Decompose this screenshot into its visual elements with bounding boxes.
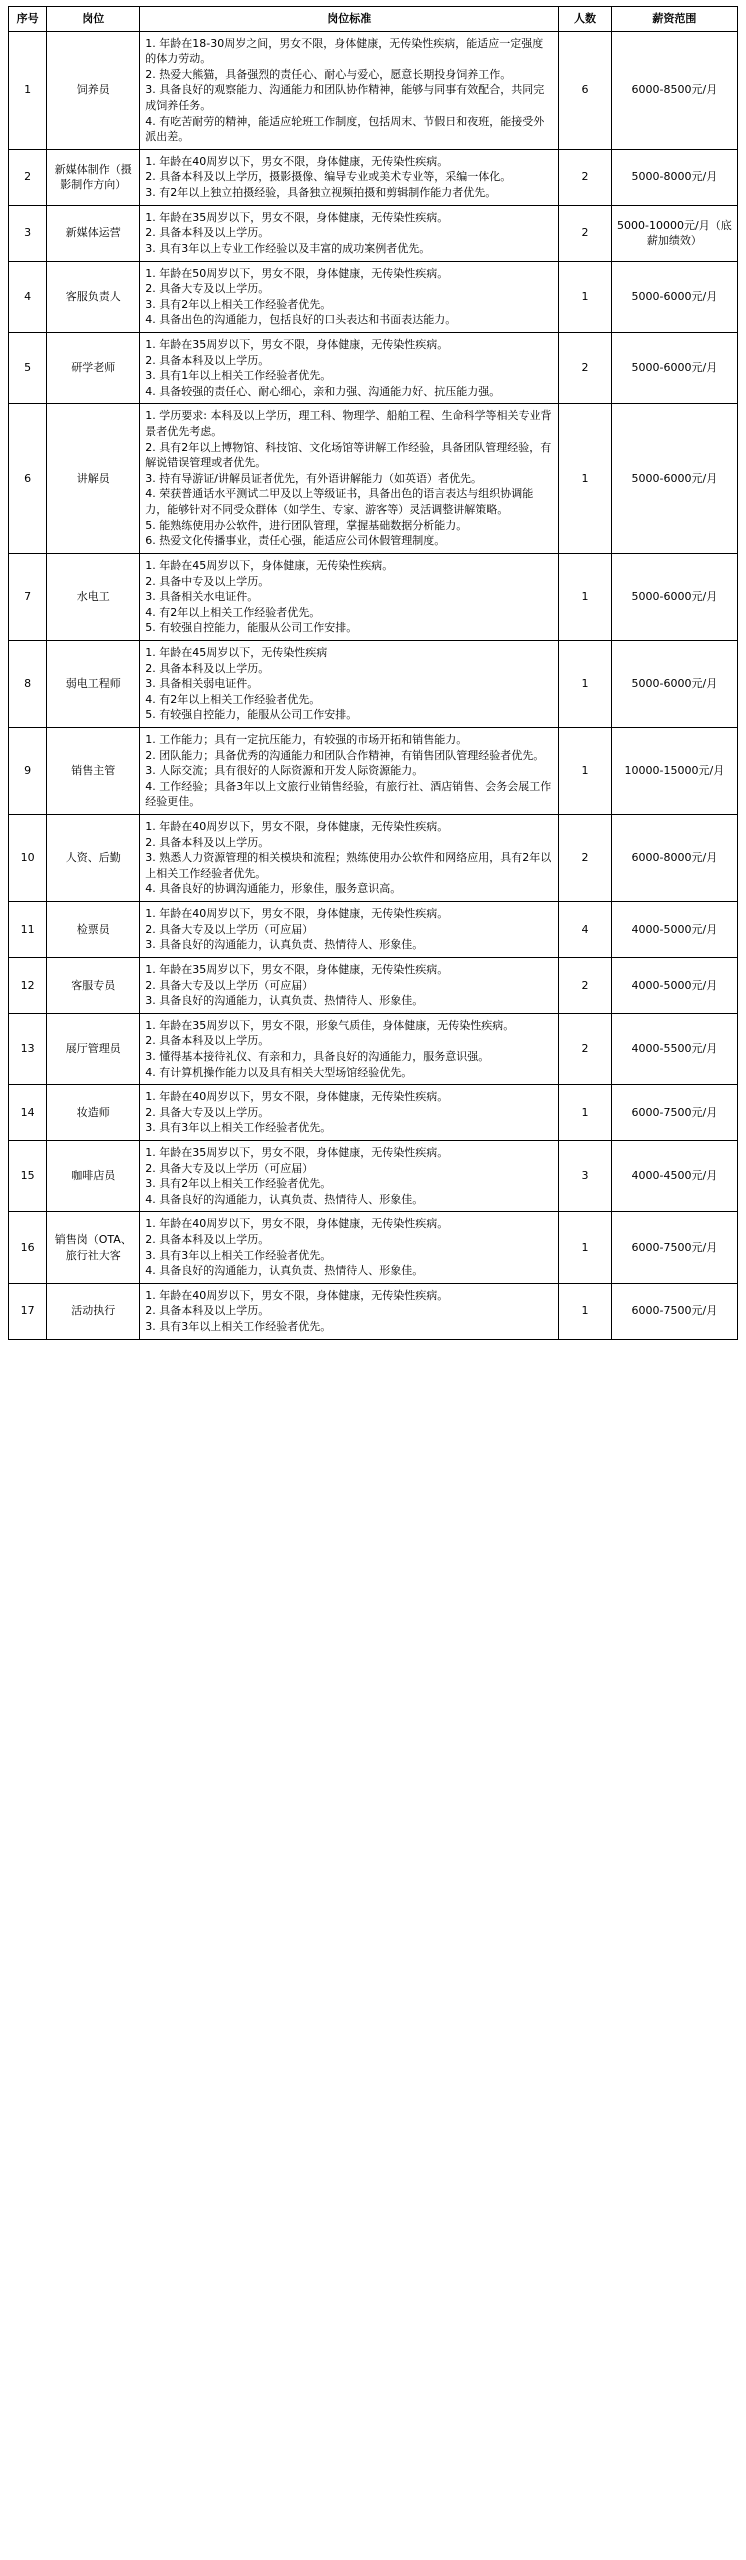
standard-line: 4. 具备较强的责任心、耐心细心，亲和力强、沟通能力好、抗压能力强。 bbox=[145, 384, 501, 398]
standard-line: 4. 具备良好的协调沟通能力，形象佳，服务意识高。 bbox=[145, 882, 402, 896]
table-row bbox=[9, 1283, 738, 1339]
standard-line: 2. 具备大专及以上学历。 bbox=[145, 1105, 270, 1119]
row-index: 2 bbox=[9, 149, 47, 205]
row-headcount: 1 bbox=[559, 553, 612, 640]
standard-line: 3. 熟悉人力资源管理的相关模块和流程；熟练使用办公软件和网络应用，具有2年以上相关工作经验者优先。 bbox=[145, 851, 552, 880]
row-job-title: 人资、后勤 bbox=[47, 815, 140, 902]
row-job-title: 水电工 bbox=[47, 553, 140, 640]
row-salary-range: 5000-6000元/月 bbox=[611, 553, 737, 640]
row-job-standard bbox=[140, 205, 559, 261]
row-index: 12 bbox=[9, 957, 47, 1013]
standard-line: 4. 有计算机操作能力以及具有相关大型场馆经验优先。 bbox=[145, 1065, 413, 1079]
row-index: 10 bbox=[9, 815, 47, 902]
row-index: 6 bbox=[9, 404, 47, 553]
row-salary-range: 4000-5500元/月 bbox=[611, 1013, 737, 1084]
table-header-row bbox=[9, 7, 738, 32]
standard-line: 4. 荣获普通话水平测试二甲及以上等级证书，具备出色的语言表达与组织协调能力，能够针对不同受众群体（如学生、专家、游客等）灵活调整讲解策略。 bbox=[145, 487, 534, 517]
standard-line: 1. 年龄在35周岁以下，男女不限，身体健康，无传染性疾病。 bbox=[145, 337, 449, 351]
standard-line: 4. 有吃苦耐劳的精神，能适应轮班工作制度，包括周末、节假日和夜班，能接受外派出差。 bbox=[145, 114, 545, 144]
row-job-title: 新媒体制作（摄影制作方向） bbox=[47, 149, 140, 205]
standard-line: 3. 具备相关弱电证件。 bbox=[145, 677, 259, 691]
standard-line: 1. 年龄在40周岁以下，男女不限，身体健康，无传染性疾病。 bbox=[145, 820, 449, 834]
table-row bbox=[9, 1013, 738, 1084]
standard-line: 1. 学历要求: 本科及以上学历，理工科、物理学、船舶工程、生命科学等相关专业背景者优先考虑。 bbox=[145, 409, 552, 439]
standard-line: 1. 年龄在35周岁以下，男女不限，身体健康，无传染性疾病。 bbox=[145, 210, 449, 224]
standard-line: 1. 年龄在35周岁以下，男女不限，身体健康，无传染性疾病。 bbox=[145, 1146, 449, 1159]
row-job-title: 弱电工程师 bbox=[47, 640, 140, 727]
row-job-standard bbox=[140, 902, 559, 958]
row-job-title: 客服专员 bbox=[47, 957, 140, 1013]
row-job-title: 销售岗（OTA、旅行社大客 bbox=[47, 1212, 140, 1283]
row-job-standard bbox=[140, 727, 559, 814]
standard-line: 1. 年龄在40周岁以下，男女不限，身体健康，无传染性疾病。 bbox=[145, 907, 449, 921]
row-job-standard bbox=[140, 553, 559, 640]
row-job-standard bbox=[140, 31, 559, 149]
standard-line: 4. 具备出色的沟通能力，包括良好的口头表达和书面表达能力。 bbox=[145, 313, 457, 327]
table-row bbox=[9, 261, 738, 332]
table-row bbox=[9, 1085, 738, 1141]
job-requirements-table bbox=[8, 6, 738, 1340]
standard-line: 2. 具有2年以上博物馆、科技馆、文化场馆等讲解工作经验，具备团队管理经验，有解说错误管理或者优先。 bbox=[145, 440, 552, 470]
standard-line: 2. 具备本科及以上学历。 bbox=[145, 835, 270, 849]
row-headcount: 2 bbox=[559, 149, 612, 205]
standard-line: 2. 具备大专及以上学历（可应届） bbox=[145, 922, 314, 936]
row-index: 14 bbox=[9, 1085, 47, 1141]
table-row bbox=[9, 553, 738, 640]
table-row bbox=[9, 1212, 738, 1283]
standard-line: 2. 具备中专及以上学历。 bbox=[145, 574, 270, 588]
row-headcount: 4 bbox=[559, 902, 612, 958]
row-index: 15 bbox=[9, 1141, 47, 1212]
row-job-title: 饲养员 bbox=[47, 31, 140, 149]
standard-line: 3. 具有3年以上专业工作经验以及丰富的成功案例者优先。 bbox=[145, 241, 431, 255]
row-headcount: 1 bbox=[559, 727, 612, 814]
standard-line: 3. 持有导游证/讲解员证者优先，有外语讲解能力（如英语）者优先。 bbox=[145, 471, 482, 485]
row-salary-range: 6000-7500元/月 bbox=[611, 1085, 737, 1141]
row-salary-range: 10000-15000元/月 bbox=[611, 727, 737, 814]
standard-line: 3. 具备良好的沟通能力，认真负责、热情待人、形象佳。 bbox=[145, 994, 424, 1008]
row-headcount: 1 bbox=[559, 1085, 612, 1141]
standard-line: 2. 具备本科及以上学历。 bbox=[145, 1233, 270, 1247]
row-job-title: 销售主管 bbox=[47, 727, 140, 814]
row-job-title: 咖啡店员 bbox=[47, 1141, 140, 1212]
standard-line: 2. 具备本科及以上学历。 bbox=[145, 226, 270, 240]
table-row bbox=[9, 727, 738, 814]
row-job-standard bbox=[140, 149, 559, 205]
row-index: 4 bbox=[9, 261, 47, 332]
standard-line: 4. 有2年以上相关工作经验者优先。 bbox=[145, 605, 321, 619]
row-job-standard bbox=[140, 815, 559, 902]
row-salary-range: 5000-6000元/月 bbox=[611, 332, 737, 403]
table-row bbox=[9, 902, 738, 958]
row-index: 13 bbox=[9, 1013, 47, 1084]
standard-line: 2. 具备本科及以上学历。 bbox=[145, 1034, 270, 1048]
row-headcount: 2 bbox=[559, 815, 612, 902]
header-index: 序号 bbox=[9, 7, 47, 32]
standard-line: 1. 年龄在18-30周岁之间，男女不限，身体健康，无传染性疾病，能适应一定强度的体力劳动。 bbox=[145, 36, 544, 66]
standard-line: 3. 具有3年以上相关工作经验者优先。 bbox=[145, 1320, 332, 1334]
standard-line: 6. 热爱文化传播事业，责任心强，能适应公司休假管理制度。 bbox=[145, 534, 446, 548]
row-index: 7 bbox=[9, 553, 47, 640]
row-headcount: 1 bbox=[559, 1283, 612, 1339]
row-job-title: 研学老师 bbox=[47, 332, 140, 403]
standard-line: 1. 年龄在50周岁以下，男女不限，身体健康，无传染性疾病。 bbox=[145, 266, 449, 280]
standard-line: 3. 具备良好的沟通能力，认真负责、热情待人、形象佳。 bbox=[145, 938, 424, 952]
row-headcount: 1 bbox=[559, 1212, 612, 1283]
row-headcount: 2 bbox=[559, 205, 612, 261]
standard-line: 3. 具备相关水电证件。 bbox=[145, 590, 259, 604]
row-job-title: 讲解员 bbox=[47, 404, 140, 553]
table-row bbox=[9, 815, 738, 902]
standard-line: 1. 年龄在40周岁以下，男女不限，身体健康，无传染性疾病。 bbox=[145, 154, 449, 168]
row-index: 17 bbox=[9, 1283, 47, 1339]
row-headcount: 3 bbox=[559, 1141, 612, 1212]
row-salary-range: 6000-8500元/月 bbox=[611, 31, 737, 149]
standard-line: 4. 有2年以上相关工作经验者优先。 bbox=[145, 692, 321, 706]
row-index: 5 bbox=[9, 332, 47, 403]
table-row bbox=[9, 1141, 738, 1212]
standard-line: 2. 具备大专及以上学历（可应届） bbox=[145, 1161, 314, 1175]
standard-line: 3. 具有2年以上相关工作经验者优先。 bbox=[145, 1177, 332, 1191]
table-row bbox=[9, 205, 738, 261]
standard-line: 1. 年龄在45周岁以下，身体健康，无传染性疾病。 bbox=[145, 558, 394, 572]
standard-line: 1. 年龄在40周岁以下，男女不限，身体健康，无传染性疾病。 bbox=[145, 1090, 449, 1104]
row-headcount: 2 bbox=[559, 957, 612, 1013]
row-job-standard bbox=[140, 640, 559, 727]
standard-line: 3. 具有2年以上相关工作经验者优先。 bbox=[145, 297, 332, 311]
row-headcount: 6 bbox=[559, 31, 612, 149]
row-salary-range: 5000-8000元/月 bbox=[611, 149, 737, 205]
row-job-standard bbox=[140, 1212, 559, 1283]
row-job-standard bbox=[140, 1283, 559, 1339]
standard-line: 1. 工作能力；具有一定抗压能力，有较强的市场开拓和销售能力。 bbox=[145, 732, 468, 746]
standard-line: 2. 具备本科及以上学历。 bbox=[145, 353, 270, 367]
standard-line: 1. 年龄在35周岁以下，男女不限，身体健康，无传染性疾病。 bbox=[145, 962, 449, 976]
standard-line: 3. 人际交流；具有很好的人际资源和开发人际资源能力。 bbox=[145, 764, 424, 778]
row-salary-range: 4000-4500元/月 bbox=[611, 1141, 737, 1212]
table-body bbox=[9, 31, 738, 1339]
row-headcount: 1 bbox=[559, 261, 612, 332]
standard-line: 1. 年龄在40周岁以下，男女不限，身体健康，无传染性疾病。 bbox=[145, 1217, 449, 1231]
row-job-standard bbox=[140, 1013, 559, 1084]
row-job-standard bbox=[140, 1085, 559, 1141]
row-salary-range: 6000-7500元/月 bbox=[611, 1212, 737, 1283]
row-index: 8 bbox=[9, 640, 47, 727]
row-headcount: 2 bbox=[559, 332, 612, 403]
table-row bbox=[9, 640, 738, 727]
row-job-standard bbox=[140, 261, 559, 332]
row-salary-range: 4000-5000元/月 bbox=[611, 902, 737, 958]
table-row bbox=[9, 31, 738, 149]
standard-line: 3. 具有3年以上相关工作经验者优先。 bbox=[145, 1248, 332, 1262]
row-headcount: 2 bbox=[559, 1013, 612, 1084]
row-index: 16 bbox=[9, 1212, 47, 1283]
row-headcount: 1 bbox=[559, 404, 612, 553]
standard-line: 2. 具备大专及以上学历。 bbox=[145, 282, 270, 296]
row-job-standard bbox=[140, 332, 559, 403]
table-row bbox=[9, 957, 738, 1013]
row-job-standard bbox=[140, 404, 559, 553]
standard-line: 2. 具备大专及以上学历（可应届） bbox=[145, 978, 314, 992]
standard-line: 2. 具备本科及以上学历。 bbox=[145, 661, 270, 675]
standard-line: 1. 年龄在45周岁以下，无传染性疾病 bbox=[145, 645, 328, 659]
standard-line: 5. 有较强自控能力，能服从公司工作安排。 bbox=[145, 621, 358, 635]
row-salary-range: 6000-8000元/月 bbox=[611, 815, 737, 902]
table-header bbox=[9, 7, 738, 32]
row-salary-range: 4000-5000元/月 bbox=[611, 957, 737, 1013]
row-salary-range: 5000-10000元/月（底薪加绩效） bbox=[611, 205, 737, 261]
row-job-standard bbox=[140, 957, 559, 1013]
row-job-title: 新媒体运营 bbox=[47, 205, 140, 261]
table-row bbox=[9, 332, 738, 403]
header-salary: 薪资范围 bbox=[611, 7, 737, 32]
standard-line: 5. 有较强自控能力，能服从公司工作安排。 bbox=[145, 708, 358, 722]
row-salary-range: 6000-7500元/月 bbox=[611, 1283, 737, 1339]
row-index: 9 bbox=[9, 727, 47, 814]
row-salary-range: 5000-6000元/月 bbox=[611, 261, 737, 332]
row-job-standard bbox=[140, 1141, 559, 1212]
standard-line: 2. 具备本科及以上学历。 bbox=[145, 1304, 270, 1318]
header-count: 人数 bbox=[559, 7, 612, 32]
row-job-title: 展厅管理员 bbox=[47, 1013, 140, 1084]
standard-line: 2. 热爱大熊猫，具备强烈的责任心、耐心与爱心，愿意长期投身饲养工作。 bbox=[145, 67, 512, 81]
standard-line: 2. 具备本科及以上学历，摄影摄像、编导专业或美术专业等，采编一体化。 bbox=[145, 170, 512, 184]
standard-line: 3. 具有3年以上相关工作经验者优先。 bbox=[145, 1121, 332, 1135]
standard-line: 3. 具备良好的观察能力、沟通能力和团队协作精神，能够与同事有效配合，共同完成饲养任务。 bbox=[145, 83, 545, 113]
row-job-title: 客服负责人 bbox=[47, 261, 140, 332]
standard-line: 5. 能熟练使用办公软件，进行团队管理，掌握基础数据分析能力。 bbox=[145, 518, 468, 532]
row-salary-range: 5000-6000元/月 bbox=[611, 404, 737, 553]
row-index: 1 bbox=[9, 31, 47, 149]
standard-line: 4. 具备良好的沟通能力，认真负责、热情待人、形象佳。 bbox=[145, 1264, 424, 1278]
row-job-title: 妆造师 bbox=[47, 1085, 140, 1141]
standard-line: 3. 懂得基本接待礼仪、有亲和力，具备良好的沟通能力，服务意识强。 bbox=[145, 1049, 490, 1063]
standard-line: 4. 具备良好的沟通能力，认真负责、热情待人、形象佳。 bbox=[145, 1192, 424, 1206]
standard-line: 2. 团队能力；具备优秀的沟通能力和团队合作精神，有销售团队管理经验者优先。 bbox=[145, 748, 545, 762]
table-row bbox=[9, 404, 738, 553]
standard-line: 1. 年龄在40周岁以下，男女不限，身体健康，无传染性疾病。 bbox=[145, 1288, 449, 1302]
row-job-title: 检票员 bbox=[47, 902, 140, 958]
standard-line: 3. 具有1年以上相关工作经验者优先。 bbox=[145, 369, 332, 383]
row-index: 11 bbox=[9, 902, 47, 958]
row-headcount: 1 bbox=[559, 640, 612, 727]
standard-line: 1. 年龄在35周岁以下，男女不限，形象气质佳，身体健康，无传染性疾病。 bbox=[145, 1018, 515, 1032]
row-salary-range: 5000-6000元/月 bbox=[611, 640, 737, 727]
row-index: 3 bbox=[9, 205, 47, 261]
standard-line: 3. 有2年以上独立拍摄经验，具备独立视频拍摄和剪辑制作能力者优先。 bbox=[145, 186, 497, 200]
table-row bbox=[9, 149, 738, 205]
header-title: 岗位 bbox=[47, 7, 140, 32]
row-job-title: 活动执行 bbox=[47, 1283, 140, 1339]
standard-line: 4. 工作经验；具备3年以上文旅行业销售经验，有旅行社、酒店销售、会务会展工作经验更佳。 bbox=[145, 779, 552, 809]
header-standard: 岗位标准 bbox=[140, 7, 559, 32]
